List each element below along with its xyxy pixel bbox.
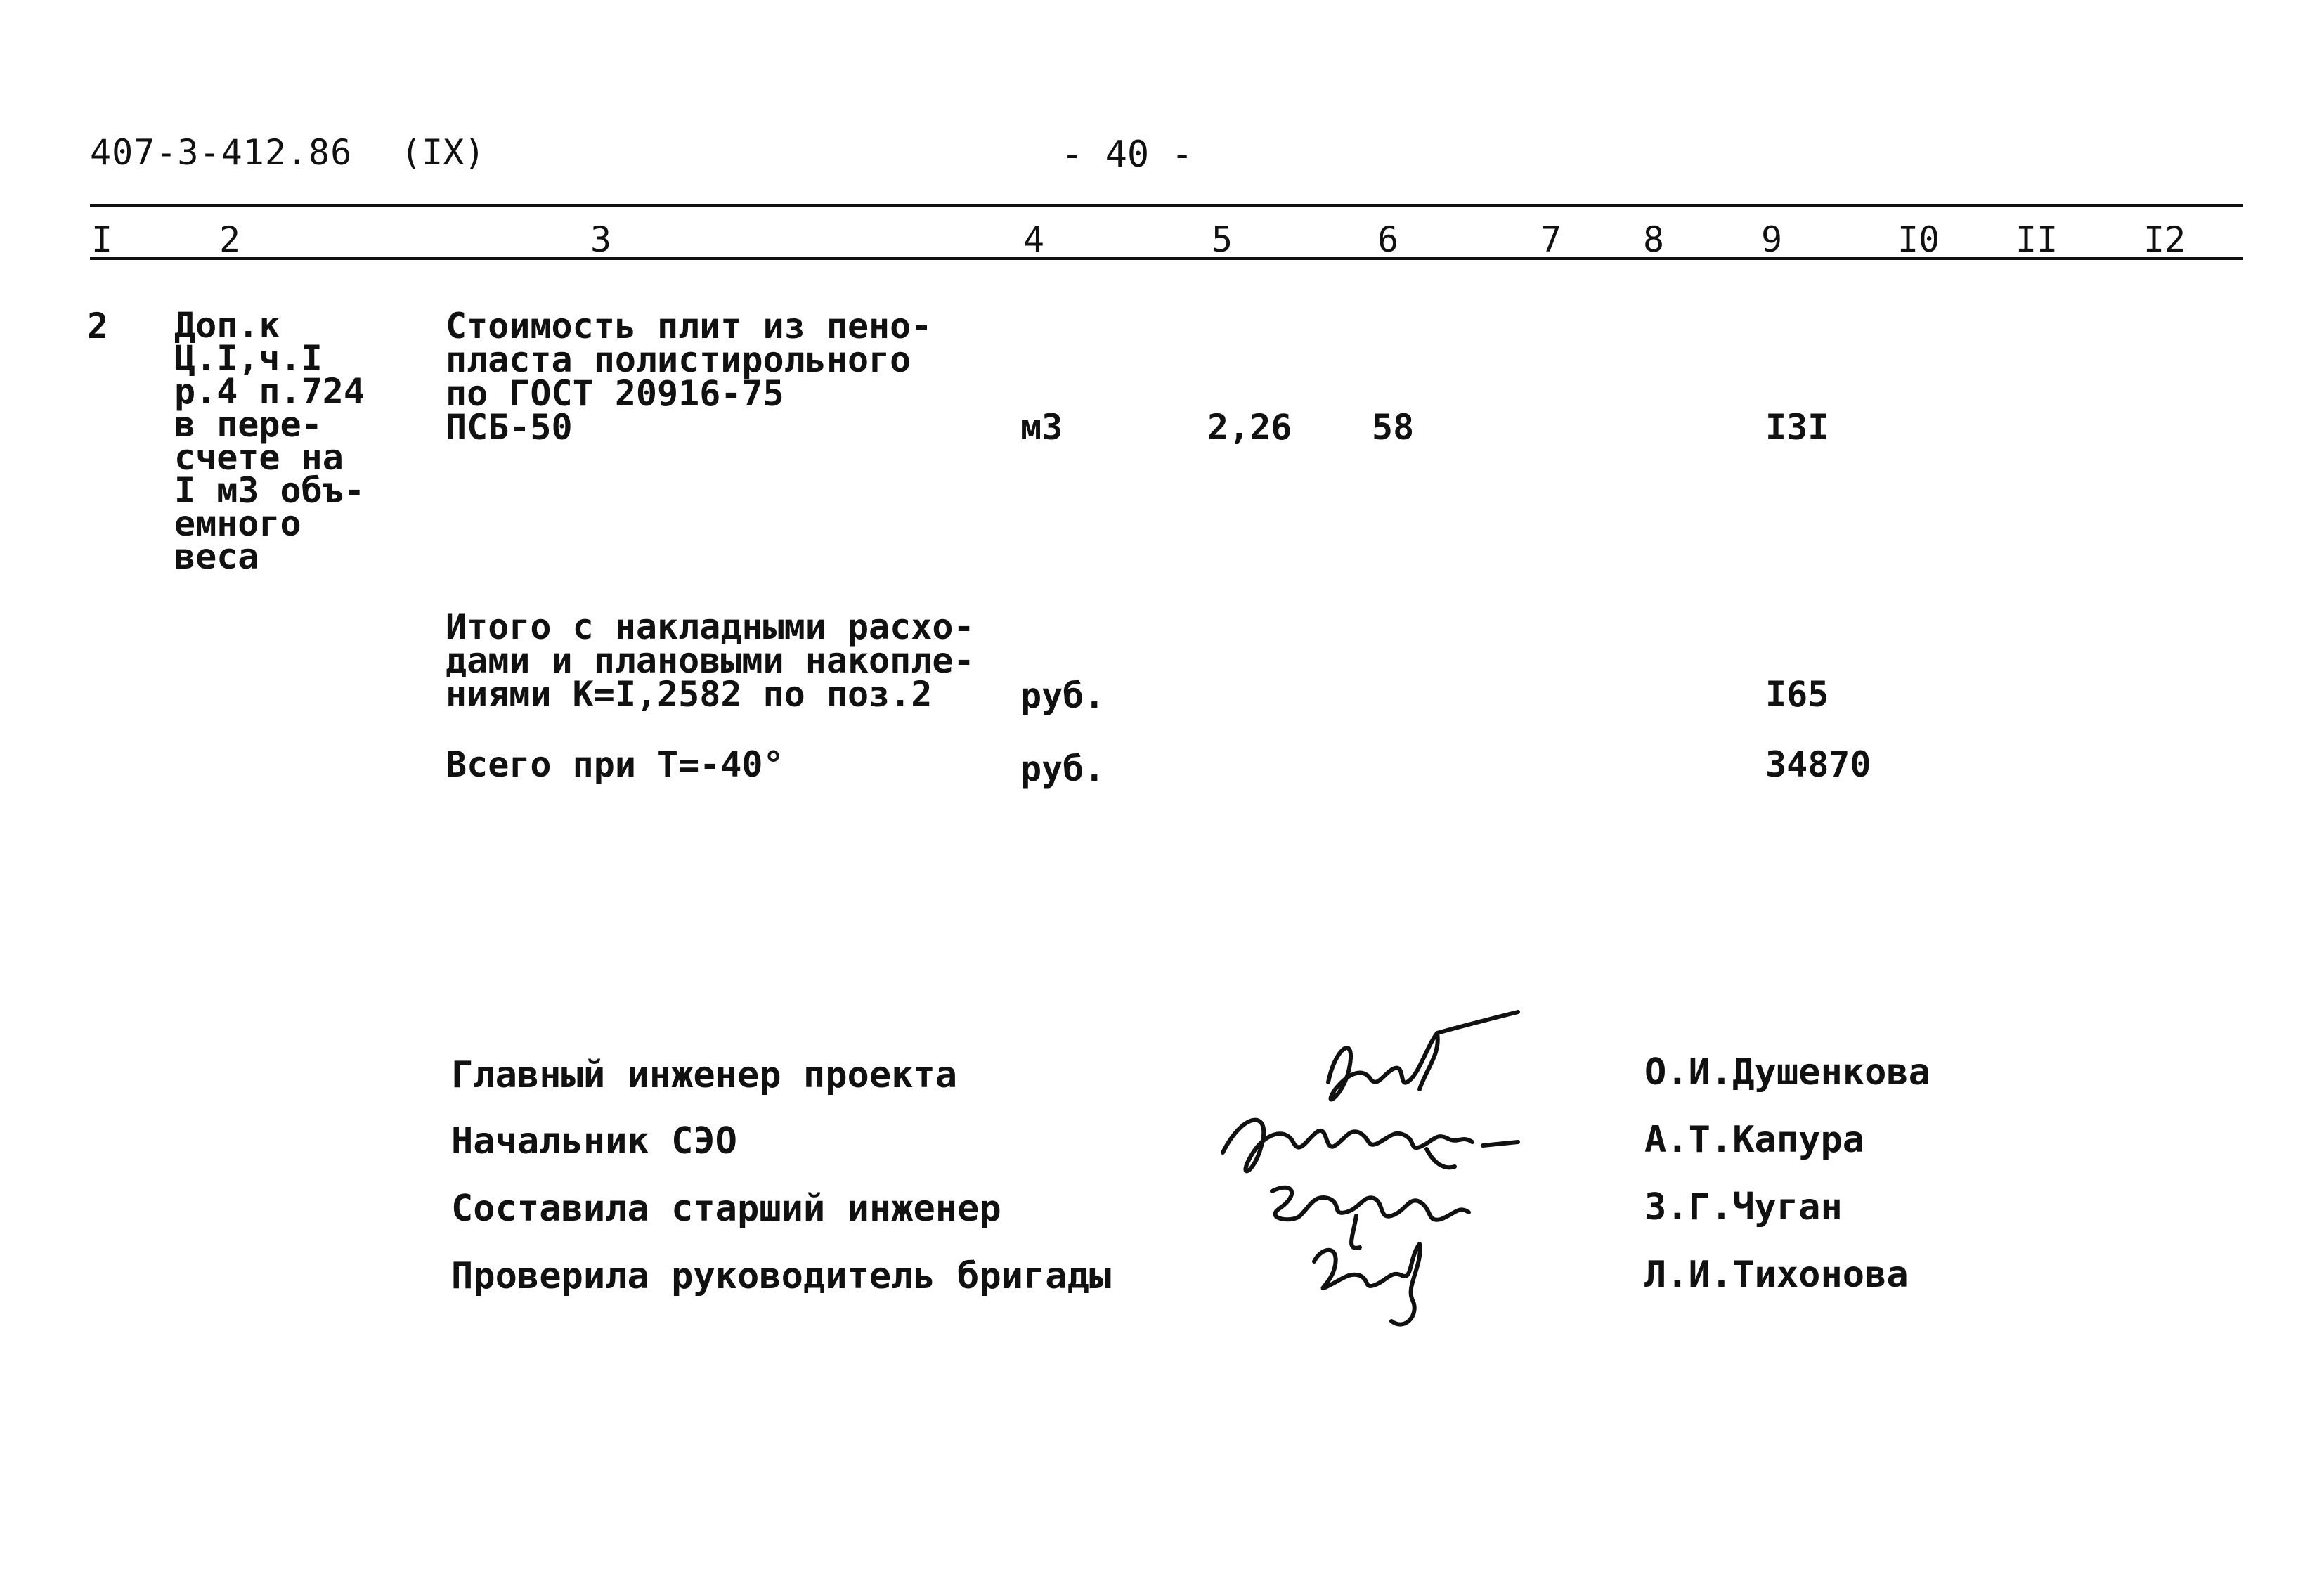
signature-3-descender: [1351, 1216, 1360, 1248]
signature-name-senior-engineer: З.Г.Чуган: [1644, 1186, 1843, 1228]
table-header-top-rule: [90, 204, 2243, 207]
volume-number: (IX): [401, 132, 486, 173]
source-reference: Доп.к Ц.I,ч.I р.4 п.724 в пере- счете на I м3 объ- емного веса: [174, 305, 365, 577]
unit-price: 58: [1372, 407, 1415, 448]
signature-name-chief-engineer: О.И.Душенкова: [1644, 1051, 1930, 1093]
signature-role-senior-engineer: Составила старший инженер: [451, 1188, 1001, 1230]
signature-role-chief-engineer: Главный инженер проекта: [451, 1054, 958, 1096]
quantity: 2,26: [1207, 407, 1292, 448]
document-code: 407-3-412.86: [90, 132, 353, 173]
signature-1-tail: [1437, 1012, 1518, 1033]
signature-1-stroke: [1328, 1033, 1438, 1099]
subtotal-unit: руб.: [1020, 675, 1105, 716]
signature-4-stroke: [1314, 1244, 1420, 1325]
column-number-2: 2: [219, 219, 241, 260]
column-number-7: 7: [1540, 219, 1562, 260]
handwritten-signatures: [1195, 1005, 1588, 1342]
subtotal-value: I65: [1765, 674, 1829, 715]
signature-name-team-lead: Л.И.Тихонова: [1644, 1254, 1909, 1296]
column-number-12: I2: [2143, 219, 2186, 260]
subtotal-description: Итого с накладными расхо- дами и плановыми накопле- ниями К=I,2582 по поз.2: [446, 606, 975, 715]
column-number-10: I0: [1897, 219, 1940, 260]
total-cost: I3I: [1765, 407, 1829, 448]
grand-total-unit: руб.: [1020, 748, 1105, 789]
signature-2-loop: [1427, 1149, 1455, 1167]
signature-3-stroke: [1272, 1188, 1469, 1220]
page-number: - 40 -: [1061, 134, 1193, 176]
column-number-5: 5: [1212, 219, 1233, 260]
column-number-9: 9: [1761, 219, 1783, 260]
signature-role-head-seo: Начальник СЭО: [451, 1120, 737, 1162]
grand-total-description: Всего при Т=-40°: [446, 744, 784, 785]
column-number-3: 3: [590, 219, 612, 260]
item-description: Стоимость плит из пено- пласта полистирольного по ГОСТ 20916-75 ПСБ-50: [446, 306, 933, 448]
signature-name-head-seo: А.Т.Капура: [1644, 1119, 1865, 1161]
column-number-1: I: [91, 219, 113, 260]
column-number-6: 6: [1377, 219, 1399, 260]
grand-total-value: 34870: [1765, 744, 1871, 785]
signature-2-dash: [1483, 1142, 1518, 1146]
row-number: 2: [87, 306, 109, 346]
signature-role-team-lead: Проверила руководитель бригады: [451, 1255, 1112, 1297]
column-number-4: 4: [1023, 219, 1045, 260]
column-number-11: II: [2015, 219, 2058, 260]
unit: м3: [1020, 407, 1063, 448]
column-number-8: 8: [1643, 219, 1665, 260]
